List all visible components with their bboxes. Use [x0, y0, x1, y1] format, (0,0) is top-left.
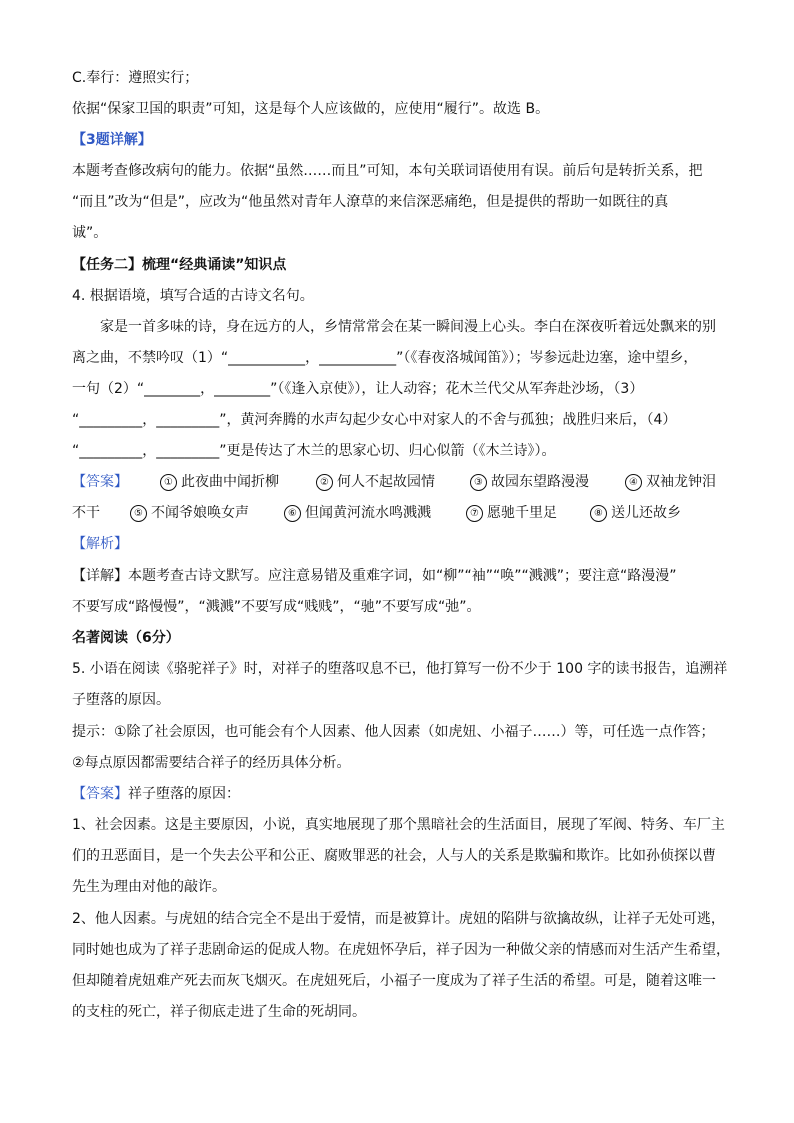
answer-text: 不闻爷娘唤女声 [151, 505, 249, 521]
answer-label: 【答案】 [72, 474, 128, 490]
answer-text: 此夜曲中闻折柳 [181, 474, 279, 490]
answer-label: 【答案】 [72, 786, 128, 802]
hint-line: 提示：①除了社会原因，也可能会有个人因素、他人因素（如虎妞、小福子……）等，可任选一点作答； [72, 724, 715, 740]
answer-text: 故园东望路漫漫 [491, 474, 589, 490]
answer-item [470, 472, 589, 492]
answer-item [160, 472, 279, 492]
paragraph-line: 诚”。 [72, 225, 108, 241]
answer-line: 2、他人因素。与虎妞的结合完全不是出于爱情，而是被算计。虎妞的陷阱与欲擒故纵，让祥子无处可逃， [72, 911, 725, 927]
answer-text: 双袖龙钟泪 [646, 474, 716, 490]
answer-intro: 祥子堕落的原因： [128, 786, 240, 802]
passage-line: “_________，_________”更是传达了木兰的思家心切、归心似箭（《木兰诗》）。 [72, 443, 556, 459]
answer-heading-line [72, 784, 240, 804]
answer-item [590, 503, 681, 523]
analysis-line: 不要写成“路慢慢”，“溅溅”不要写成“贱贱”，“驰”不要写成“弛”。 [72, 599, 481, 615]
number-badge: ③ [470, 474, 487, 491]
section-heading: 【3题详解】 [72, 132, 152, 148]
number-badge: ② [316, 474, 333, 491]
hint-line: ②每点原因都需要结合祥子的经历具体分析。 [72, 755, 351, 771]
answer-line: 先生为理由对他的敲诈。 [72, 879, 226, 895]
book-reading-heading: 名著阅读（6分） [72, 630, 180, 646]
question-4-prompt: 4. 根据语境，填写合适的古诗文名句。 [72, 288, 314, 304]
task-heading: 【任务二】梳理“经典诵读”知识点 [72, 257, 287, 273]
answer-continuation: 不干 [72, 505, 100, 521]
number-badge: ① [160, 474, 177, 491]
option-c-text: C.奉行：遵照实行； [72, 70, 199, 86]
number-badge: ⑧ [590, 505, 607, 522]
number-badge: ⑥ [284, 505, 301, 522]
answer-line: 的支柱的死亡，祥子彻底走进了生命的死胡同。 [72, 1004, 366, 1020]
answer-item [130, 503, 249, 523]
answer-line: 1、社会因素。这是主要原因，小说，真实地展现了那个黑暗社会的生活面目，展现了军阀、特务、车厂主 [72, 817, 725, 833]
number-badge: ⑤ [130, 505, 147, 522]
paragraph-line: 本题考查修改病句的能力。依据“虽然……而且”可知，本句关联词语使用有误。前后句是转折关系，把 [72, 163, 703, 179]
answer-line: 们的丑恶面目，是一个失去公平和公正、腐败罪恶的社会，人与人的关系是欺骗和欺诈。比如孙侦探以曹 [72, 848, 716, 864]
number-badge: ④ [625, 474, 642, 491]
answer-line: 但却随着虎妞难产死去而灰飞烟灭。在虎妞死后，小福子一度成为了祥子生活的希望。可是，随着这唯一 [72, 973, 716, 989]
number-badge: ⑦ [466, 505, 483, 522]
answer-text: 但闻黄河流水鸣溅溅 [305, 505, 431, 521]
answer-text: 愿驰千里足 [487, 505, 557, 521]
passage-line: 离之曲，不禁吟叹（1）“___________，___________”（《春夜洛城闻笛》）；岑参远赴边塞，途中望乡， [72, 350, 698, 366]
answer-item [316, 472, 435, 492]
answer-item [284, 503, 431, 523]
question-5-line: 子堕落的原因。 [72, 692, 170, 708]
question-5-line: 5. 小语在阅读《骆驼祥子》时，对祥子的堕落叹息不已，他打算写一份不少于 100 字的读书报告，追溯祥 [72, 661, 728, 677]
answer-text: 送儿还故乡 [611, 505, 681, 521]
analysis-label: 【解析】 [72, 536, 128, 552]
analysis-line: 【详解】本题考查古诗文默写。应注意易错及重难字词，如“柳”“袖”“唤”“溅溅”；要注意“路漫漫” [72, 568, 677, 584]
passage-line: “_________，_________”，黄河奔腾的水声勾起少女心中对家人的不舍与孤独；战胜归来后，（4） [72, 412, 677, 428]
passage-line: 一句（2）“________，________”（《逢入京使》），让人动容；花木兰代父从军奔赴沙场，（3） [72, 381, 644, 397]
explanation-text: 依据“保家卫国的职责”可知，这是每个人应该做的，应使用“履行”。故选 B。 [72, 101, 550, 117]
answer-item [625, 472, 716, 492]
answer-item [466, 503, 557, 523]
paragraph-line: “而且”改为“但是”，应改为“他虽然对青年人潦草的来信深恶痛绝，但是提供的帮助一如既往的真 [72, 194, 669, 210]
passage-line: 家是一首多味的诗，身在远方的人，乡情常常会在某一瞬间漫上心头。李白在深夜听着远处飘来的别 [100, 319, 716, 335]
answer-line: 同时她也成为了祥子悲剧命运的促成人物。在虎妞怀孕后，祥子因为一种做父亲的情感而对生活产生希望， [72, 942, 730, 958]
answer-text: 何人不起故园情 [337, 474, 435, 490]
